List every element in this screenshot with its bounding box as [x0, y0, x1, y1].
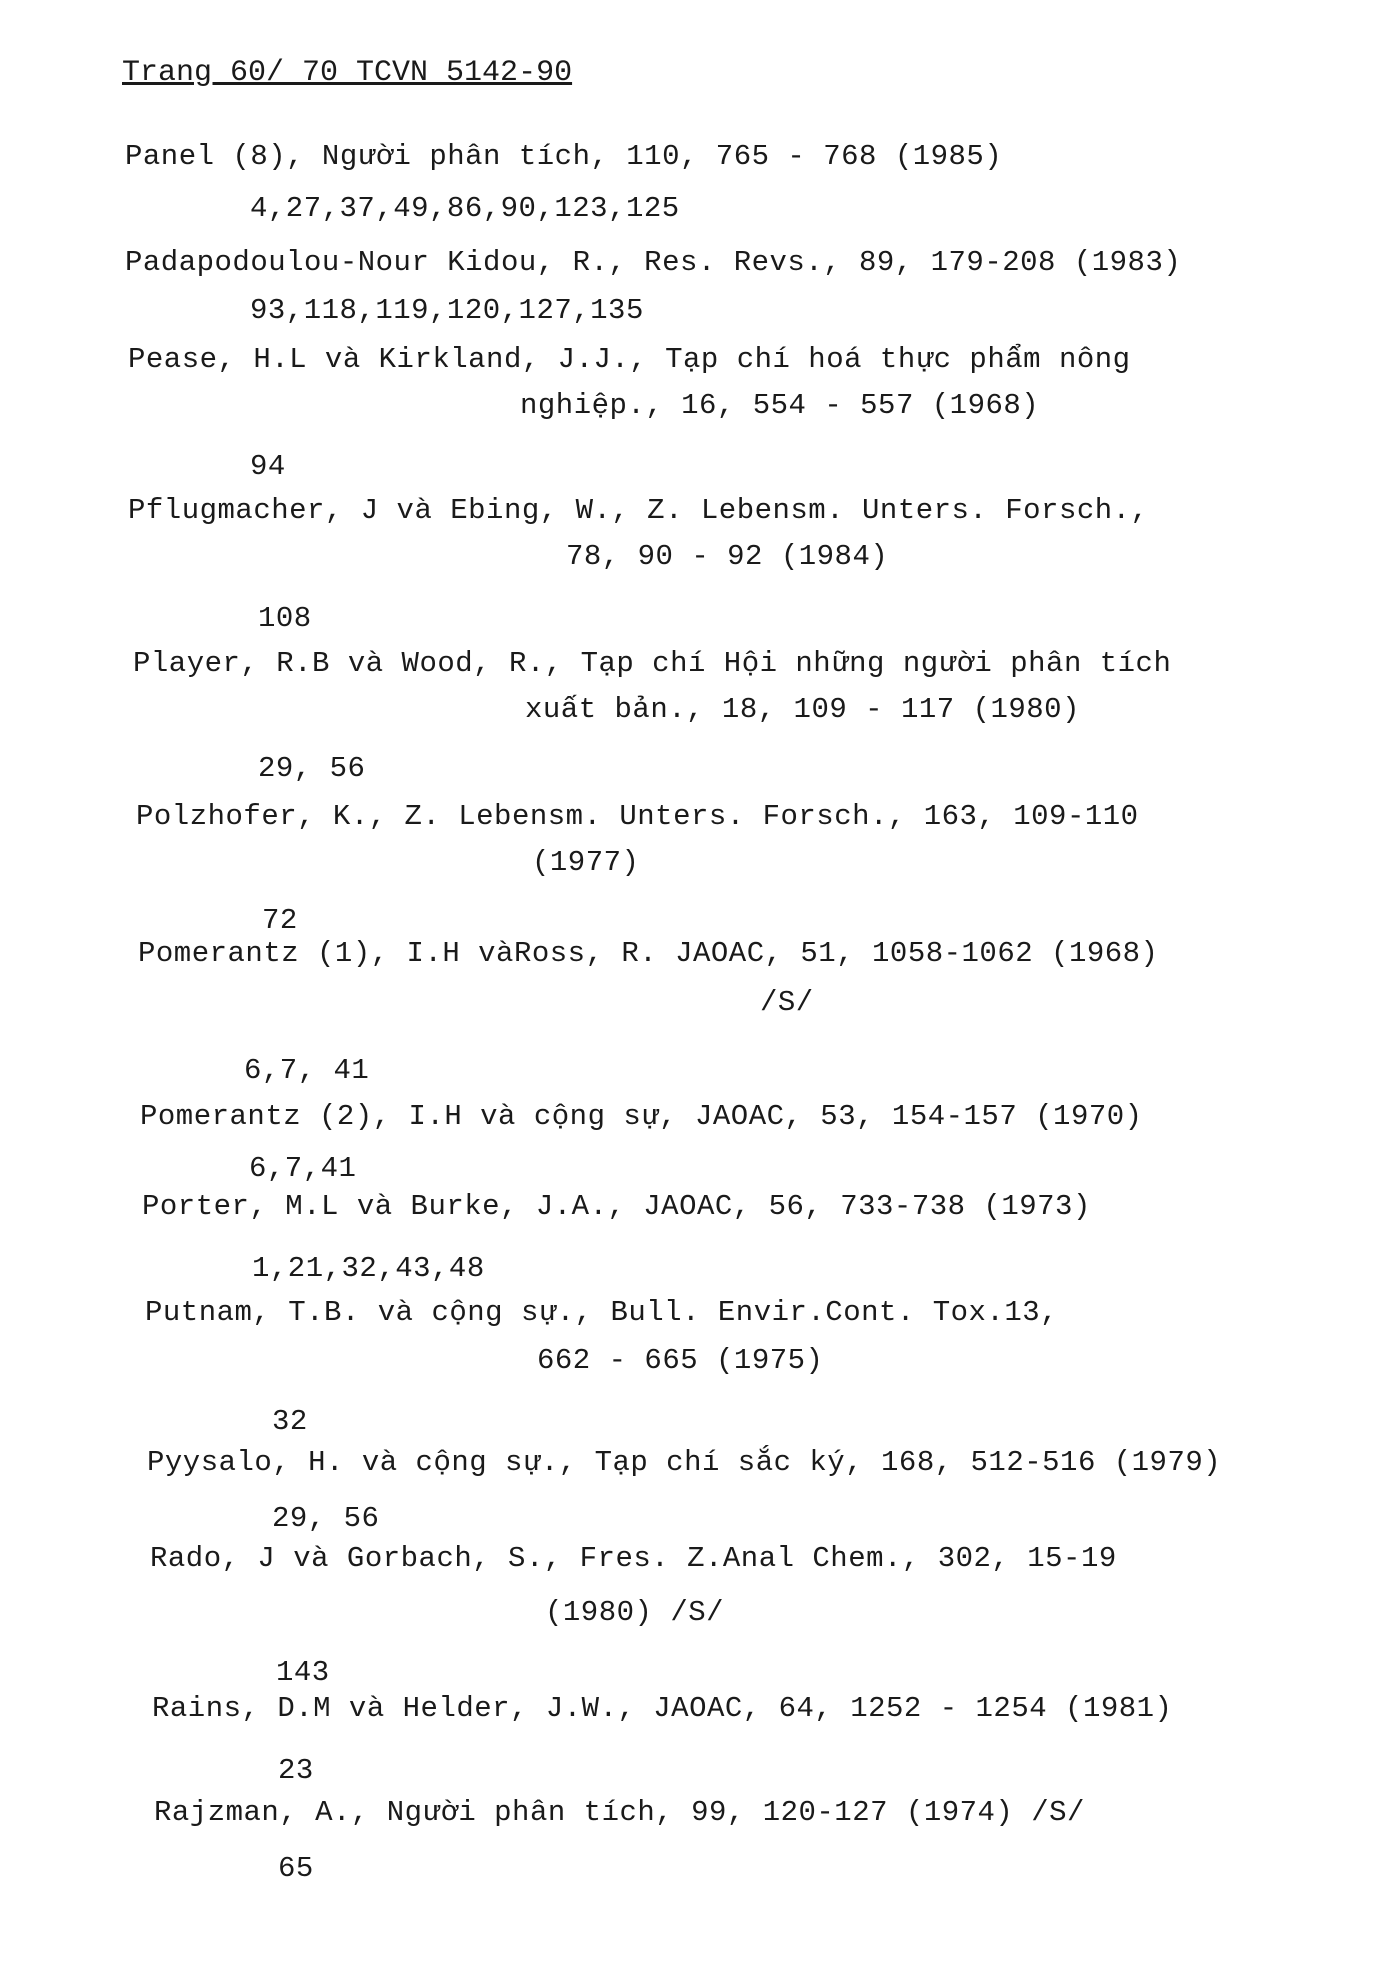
citation-line: (1977) — [532, 846, 640, 879]
citation-line: Rado, J và Gorbach, S., Fres. Z.Anal Chem., 302, 15-19 — [150, 1542, 1117, 1575]
page-refs: 32 — [272, 1405, 308, 1438]
page-header: Trang 60/ 70 TCVN 5142-90 — [122, 56, 573, 90]
citation-line: Padapodoulou-Nour Kidou, R., Res. Revs., 89, 179-208 (1983) — [125, 246, 1182, 279]
citation-line: Polzhofer, K., Z. Lebensm. Unters. Forsch., 163, 109-110 — [136, 800, 1139, 833]
page-refs: 23 — [278, 1754, 314, 1787]
page-refs: 29, 56 — [272, 1502, 380, 1535]
citation-line: /S/ — [760, 986, 814, 1019]
citation-line: Porter, M.L và Burke, J.A., JAOAC, 56, 733-738 (1973) — [142, 1190, 1091, 1223]
citation-line: Pease, H.L và Kirkland, J.J., Tạp chí hoá thực phẩm nông — [128, 343, 1131, 376]
page-refs: 72 — [262, 904, 298, 937]
page-refs: 143 — [276, 1656, 330, 1689]
citation-line: 78, 90 - 92 (1984) — [566, 540, 889, 573]
page-refs: 93,118,119,120,127,135 — [250, 294, 644, 327]
citation-line: 662 - 665 (1975) — [537, 1344, 824, 1377]
page-refs: 1,21,32,43,48 — [252, 1252, 485, 1285]
page-refs: 29, 56 — [258, 752, 366, 785]
page-refs: 65 — [278, 1852, 314, 1885]
citation-line: Rajzman, A., Người phân tích, 99, 120-127 (1974) /S/ — [154, 1796, 1085, 1829]
citation-line: nghiệp., 16, 554 - 557 (1968) — [520, 389, 1040, 422]
page-refs: 4,27,37,49,86,90,123,125 — [250, 192, 680, 225]
citation-line: (1980) /S/ — [545, 1596, 725, 1629]
citation-line: Pomerantz (1), I.H vàRoss, R. JAOAC, 51, 1058-1062 (1968) — [138, 937, 1159, 970]
citation-line: Pomerantz (2), I.H và cộng sự, JAOAC, 53, 154-157 (1970) — [140, 1100, 1143, 1133]
citation-line: Rains, D.M và Helder, J.W., JAOAC, 64, 1252 - 1254 (1981) — [152, 1692, 1173, 1725]
page-refs: 6,7, 41 — [244, 1054, 370, 1087]
citation-line: Pyysalo, H. và cộng sự., Tạp chí sắc ký, 168, 512-516 (1979) — [147, 1446, 1222, 1479]
citation-line: Putnam, T.B. và cộng sự., Bull. Envir.Cont. Tox.13, — [145, 1296, 1059, 1329]
citation-line: Player, R.B và Wood, R., Tạp chí Hội những người phân tích — [133, 647, 1172, 680]
page-refs: 94 — [250, 450, 286, 483]
page-refs: 108 — [258, 602, 312, 635]
page-refs: 6,7,41 — [249, 1152, 357, 1185]
citation-line: xuất bản., 18, 109 - 117 (1980) — [525, 693, 1080, 726]
citation-line: Pflugmacher, J và Ebing, W., Z. Lebensm. Unters. Forsch., — [128, 494, 1149, 527]
citation-line: Panel (8), Người phân tích, 110, 765 - 768 (1985) — [125, 140, 1003, 173]
